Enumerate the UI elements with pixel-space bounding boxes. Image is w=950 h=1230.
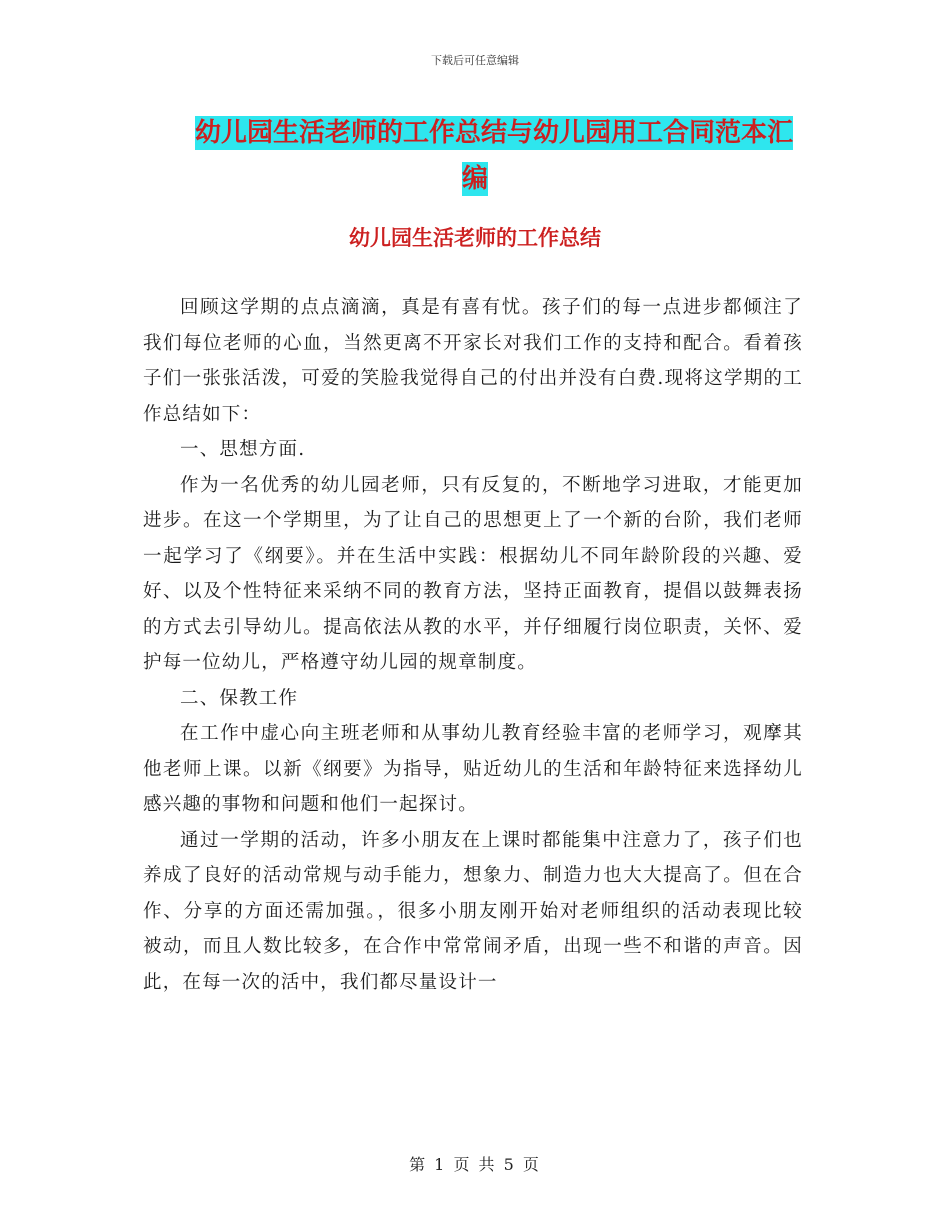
paragraph: 一、思想方面.: [180, 439, 306, 460]
paragraph: 在工作中虚心向主班老师和从事幼儿教育经验丰富的老师学习，观摩其他老师上课。以新《纲要》为指导，贴近幼儿的生活和年龄特征来选择幼儿感兴趣的事物和问题和他们一起探讨。: [143, 723, 803, 815]
document-title: [195, 110, 805, 202]
header-note: 下载后可任意编辑: [431, 54, 519, 67]
section-title: 幼儿园生活老师的工作总结: [349, 226, 601, 250]
document-title-line2: 编: [462, 164, 489, 194]
paragraph: 作为一名优秀的幼儿园老师，只有反复的，不断地学习进取，才能更加进步。在这一个学期里，为了让自己的思想更上了一个新的台阶，我们老师一起学习了《纲要》。并在生活中实践：根据幼儿不同年龄阶段的兴趣、爱好、以及个性特征来采纳不同的教育方法，坚持正面教育，提倡以鼓舞表扬的方式去引导幼儿。提高依法从教的水平，并仔细履行岗位职责，关怀、爱护每一位幼儿，严格遵守幼儿园的规章制度。: [143, 474, 803, 673]
paragraph: 回顾这学期的点点滴滴，真是有喜有忧。孩子们的每一点进步都倾注了我们每位老师的心血，当然更离不开家长对我们工作的支持和配合。看着孩子们一张张活泼，可爱的笑脸我觉得自己的付出并没有白费.现将这学期的工作总结如下：: [143, 297, 803, 425]
document-title-line1: 幼儿园生活老师的工作总结与幼儿园用工合同范本汇: [195, 118, 794, 148]
page-footer: 第 1 页 共 5 页: [409, 1155, 541, 1174]
document-body: [143, 290, 803, 1000]
paragraph: 二、保教工作: [180, 687, 299, 709]
paragraph: 通过一学期的活动，许多小朋友在上课时都能集中注意力了，孩子们也养成了良好的活动常规与动手能力，想象力、制造力也大大提高了。但在合作、分享的方面还需加强。，很多小朋友刚开始对老师组织的活动表现比较被动，而且人数比较多，在合作中常常闹矛盾，出现一些不和谐的声音。因此，在每一次的活中，我们都尽量设计一: [143, 829, 803, 993]
